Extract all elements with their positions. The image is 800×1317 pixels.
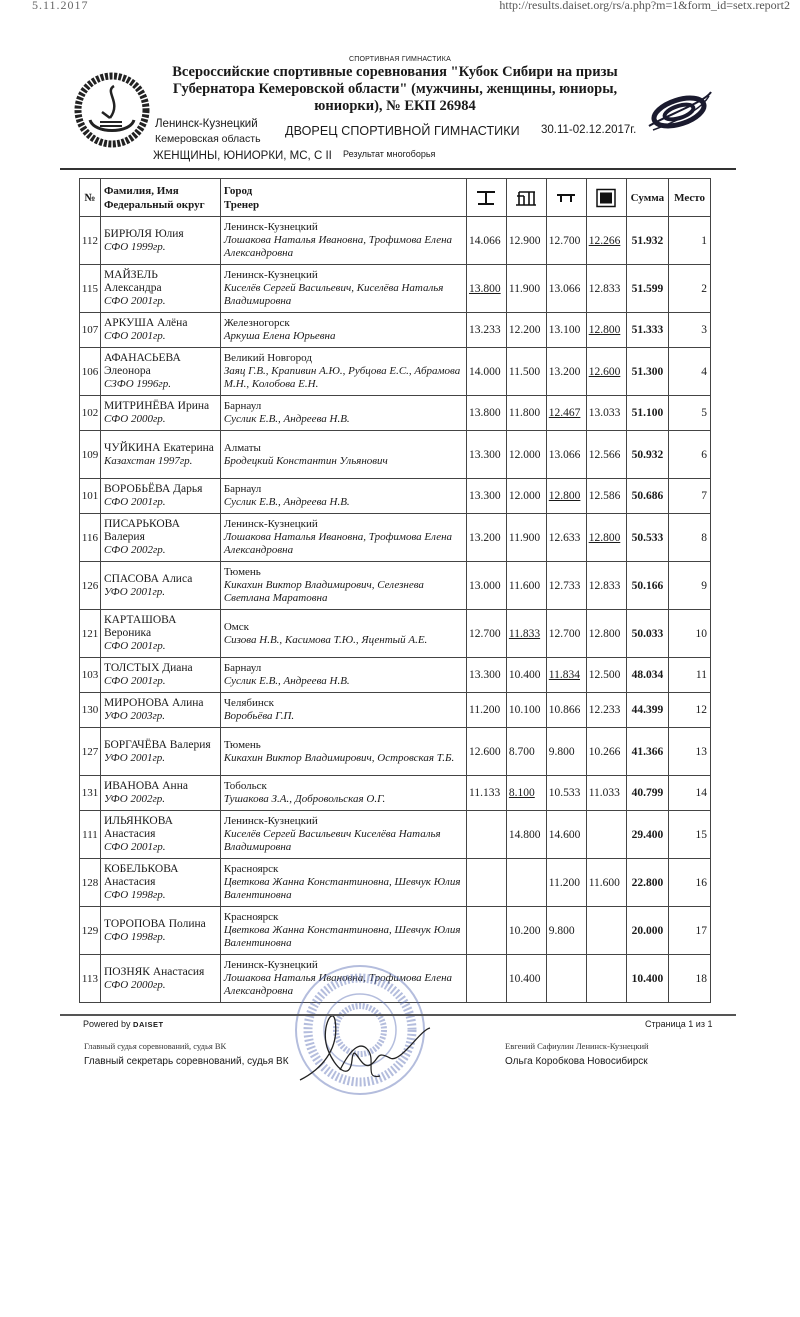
place: 17 xyxy=(669,907,711,955)
score-floor: 13.033 xyxy=(586,396,626,431)
athlete-number: 102 xyxy=(80,396,101,431)
athlete-region-year: СФО 2000гр. xyxy=(103,413,166,425)
athlete-region-year: СФО 2002гр. xyxy=(103,544,166,556)
athlete-coach: Суслик Е.В., Андреева Н.В. xyxy=(223,413,350,425)
host-location xyxy=(155,117,261,147)
col-number: № xyxy=(80,179,101,217)
score-total: 50.686 xyxy=(626,479,669,514)
table-row xyxy=(80,562,711,610)
table-row xyxy=(80,313,711,348)
athlete-coach: Аркуша Елена Юрьевна xyxy=(223,330,336,342)
athlete-coach: Сизова Н.В., Касимова Т.Ю., Яцентый А.Е. xyxy=(223,633,428,646)
score-beam: 13.066 xyxy=(546,265,586,313)
athlete-number: 128 xyxy=(80,859,101,907)
city-coach-cell xyxy=(220,859,466,907)
score-bars: 12.000 xyxy=(506,431,546,479)
table-row xyxy=(80,479,711,514)
col-city-coach: Город Тренер xyxy=(220,179,466,217)
athlete-coach: Воробьёва Г.П. xyxy=(223,710,295,722)
browser-print-header xyxy=(0,0,800,20)
score-floor: 12.800 xyxy=(586,313,626,348)
athlete-region-year: СФО 2001гр. xyxy=(103,640,166,652)
score-total: 20.000 xyxy=(626,907,669,955)
score-beam: 11.200 xyxy=(546,859,586,907)
daiset-brand: DAISET xyxy=(133,1020,164,1029)
score-total: 10.400 xyxy=(626,955,669,1003)
score-beam xyxy=(546,955,586,1003)
athlete-city: Ленинск-Кузнецкий xyxy=(223,815,318,827)
place: 8 xyxy=(669,514,711,562)
score-total: 51.333 xyxy=(626,313,669,348)
table-row xyxy=(80,396,711,431)
place: 9 xyxy=(669,562,711,610)
athlete-name-cell xyxy=(100,610,220,658)
score-beam: 10.866 xyxy=(546,693,586,728)
table-row xyxy=(80,265,711,313)
place: 11 xyxy=(669,658,711,693)
score-vault: 14.000 xyxy=(467,348,507,396)
score-beam: 9.800 xyxy=(546,728,586,776)
athlete-coach: Лошакова Наталья Ивановна, Трофимова Елена Александровна xyxy=(223,972,453,997)
athlete-number: 101 xyxy=(80,479,101,514)
athlete-region-year: УФО 2002гр. xyxy=(103,793,165,805)
floor-exercise-icon xyxy=(586,179,626,217)
score-vault: 11.133 xyxy=(467,776,507,811)
table-row xyxy=(80,514,711,562)
athlete-name-cell xyxy=(100,859,220,907)
venue: ДВОРЕЦ СПОРТИВНОЙ ГИМНАСТИКИ xyxy=(285,124,520,138)
city-coach-cell xyxy=(220,610,466,658)
table-row xyxy=(80,693,711,728)
athlete-name-cell xyxy=(100,811,220,859)
athlete-coach: Цветкова Жанна Константиновна, Шевчук Юлия Валентиновна xyxy=(223,924,461,949)
score-vault: 13.233 xyxy=(467,313,507,348)
athlete-name-cell xyxy=(100,693,220,728)
athlete-number: 121 xyxy=(80,610,101,658)
athlete-number: 129 xyxy=(80,907,101,955)
chief-secretary-label: Главный секретарь соревнований, судья ВК xyxy=(84,1056,289,1067)
score-total: 50.166 xyxy=(626,562,669,610)
athlete-coach: Суслик Е.В., Андреева Н.В. xyxy=(223,496,350,508)
score-total: 29.400 xyxy=(626,811,669,859)
score-total: 22.800 xyxy=(626,859,669,907)
athlete-coach: Киселёв Сергей Васильевич Киселёва Наталья Владимировна xyxy=(223,828,441,853)
score-bars: 11.600 xyxy=(506,562,546,610)
table-row xyxy=(80,431,711,479)
place: 4 xyxy=(669,348,711,396)
balance-beam-icon xyxy=(546,179,586,217)
athlete-coach: Киселёв Сергей Васильевич, Киселёва Наталья Владимировна xyxy=(223,282,444,307)
table-row xyxy=(80,776,711,811)
athlete-name: ТОЛСТЫХ Диана xyxy=(103,662,193,674)
score-bars: 10.400 xyxy=(506,955,546,1003)
athlete-region-year: СФО 2001гр. xyxy=(103,330,166,342)
score-bars xyxy=(506,859,546,907)
athlete-name: БИРЮЛЯ Юлия xyxy=(103,227,184,240)
athlete-region-year: УФО 2001гр. xyxy=(103,751,165,764)
score-bars: 10.100 xyxy=(506,693,546,728)
score-total: 50.932 xyxy=(626,431,669,479)
chief-judge-name: Евгений Сафиулин Ленинск-Кузнецкий xyxy=(505,1041,649,1051)
place: 12 xyxy=(669,693,711,728)
col-name: Фамилия, Имя Федеральный округ xyxy=(100,179,220,217)
athlete-region-year: УФО 2003гр. xyxy=(103,710,165,722)
score-floor: 12.233 xyxy=(586,693,626,728)
place: 5 xyxy=(669,396,711,431)
athlete-name: МАЙЗЕЛЬ Александра xyxy=(103,269,162,294)
score-total: 51.100 xyxy=(626,396,669,431)
score-total: 44.399 xyxy=(626,693,669,728)
athlete-number: 126 xyxy=(80,562,101,610)
result-type: Результат многоборья xyxy=(343,149,436,159)
score-floor: 12.833 xyxy=(586,265,626,313)
athlete-name: КАРТАШОВА Вероника xyxy=(103,614,177,639)
score-floor: 10.266 xyxy=(586,728,626,776)
athlete-name: БОРГАЧЁВА Валерия xyxy=(103,738,211,751)
city-coach-cell xyxy=(220,658,466,693)
athlete-city: Омск xyxy=(223,620,249,633)
table-row xyxy=(80,217,711,265)
athlete-city: Барнаул xyxy=(223,662,262,674)
athlete-name: АРКУША Алёна xyxy=(103,317,188,329)
score-beam: 12.467 xyxy=(546,396,586,431)
score-floor xyxy=(586,811,626,859)
score-beam: 13.100 xyxy=(546,313,586,348)
athlete-city: Барнаул xyxy=(223,400,262,412)
place: 16 xyxy=(669,859,711,907)
score-bars: 10.200 xyxy=(506,907,546,955)
score-vault: 13.800 xyxy=(467,396,507,431)
table-header-row xyxy=(80,179,711,217)
score-vault xyxy=(467,811,507,859)
athlete-city: Железногорск xyxy=(223,317,290,329)
score-beam: 14.600 xyxy=(546,811,586,859)
score-total: 48.034 xyxy=(626,658,669,693)
score-floor: 11.600 xyxy=(586,859,626,907)
score-total: 50.533 xyxy=(626,514,669,562)
score-bars: 12.000 xyxy=(506,479,546,514)
place: 15 xyxy=(669,811,711,859)
chief-secretary-name: Ольга Коробкова Новосибирск xyxy=(505,1056,648,1067)
host-city: Ленинск-Кузнецкий xyxy=(155,118,258,130)
place: 14 xyxy=(669,776,711,811)
athlete-city: Ленинск-Кузнецкий xyxy=(223,959,318,971)
competition-dates: 30.11-02.12.2017г. xyxy=(541,124,637,136)
athlete-region-year: СФО 2000гр. xyxy=(103,978,166,991)
athlete-name-cell xyxy=(100,396,220,431)
score-bars: 11.900 xyxy=(506,265,546,313)
score-vault xyxy=(467,907,507,955)
athlete-city: Красноярск xyxy=(223,863,279,875)
gymnastics-federation-logo-icon xyxy=(74,72,150,148)
table-row xyxy=(80,859,711,907)
athlete-city: Ленинск-Кузнецкий xyxy=(223,269,318,281)
table-row xyxy=(80,811,711,859)
city-coach-cell xyxy=(220,313,466,348)
table-row xyxy=(80,610,711,658)
athlete-name-cell xyxy=(100,348,220,396)
athlete-city: Тюмень xyxy=(223,566,261,578)
athlete-name: МИРОНОВА Алина xyxy=(103,697,204,709)
score-bars: 12.200 xyxy=(506,313,546,348)
score-vault: 11.200 xyxy=(467,693,507,728)
score-bars: 11.800 xyxy=(506,396,546,431)
score-total: 51.300 xyxy=(626,348,669,396)
athlete-name: ТОРОПОВА Полина xyxy=(103,917,206,930)
place: 2 xyxy=(669,265,711,313)
chief-judge-label: Главный судья соревнований, судья ВК xyxy=(84,1041,227,1051)
score-floor: 12.586 xyxy=(586,479,626,514)
score-total: 50.033 xyxy=(626,610,669,658)
athlete-region-year: СФО 1998гр. xyxy=(103,930,166,943)
score-vault: 12.600 xyxy=(467,728,507,776)
athlete-name: ЧУЙКИНА Екатерина xyxy=(103,441,214,454)
score-floor xyxy=(586,907,626,955)
city-coach-cell xyxy=(220,348,466,396)
score-floor: 12.566 xyxy=(586,431,626,479)
athlete-coach: Лошакова Наталья Ивановна, Трофимова Елена Александровна xyxy=(223,234,453,259)
daiset-swirl-logo-icon xyxy=(645,86,713,134)
score-vault: 13.300 xyxy=(467,658,507,693)
athlete-coach: Тушакова З.А., Добровольская О.Г. xyxy=(223,793,386,805)
city-coach-cell xyxy=(220,811,466,859)
city-coach-cell xyxy=(220,431,466,479)
athlete-number: 130 xyxy=(80,693,101,728)
athlete-number: 111 xyxy=(80,811,101,859)
score-bars: 8.100 xyxy=(506,776,546,811)
athlete-name: ИЛЬЯНКОВА Анастасия xyxy=(103,815,173,840)
page-number: Страница 1 из 1 xyxy=(645,1019,713,1029)
athlete-region-year: СЗФО 1996гр. xyxy=(103,378,171,390)
city-coach-cell xyxy=(220,217,466,265)
athlete-name-cell xyxy=(100,479,220,514)
score-beam: 12.800 xyxy=(546,479,586,514)
city-coach-cell xyxy=(220,514,466,562)
athlete-number: 113 xyxy=(80,955,101,1003)
city-coach-cell xyxy=(220,396,466,431)
place: 13 xyxy=(669,728,711,776)
athlete-name: ВОРОБЬЁВА Дарья xyxy=(103,483,203,495)
athlete-name-cell xyxy=(100,514,220,562)
athlete-name-cell xyxy=(100,955,220,1003)
athlete-coach: Лошакова Наталья Ивановна, Трофимова Елена Александровна xyxy=(223,531,453,556)
score-total: 41.366 xyxy=(626,728,669,776)
score-vault: 12.700 xyxy=(467,610,507,658)
place: 18 xyxy=(669,955,711,1003)
athlete-city: Тобольск xyxy=(223,780,267,792)
athlete-region-year: Казахстан 1997гр. xyxy=(103,454,193,467)
score-bars: 11.833 xyxy=(506,610,546,658)
score-bars: 10.400 xyxy=(506,658,546,693)
city-coach-cell xyxy=(220,693,466,728)
footer-divider xyxy=(60,1014,736,1016)
athlete-name-cell xyxy=(100,313,220,348)
table-row xyxy=(80,728,711,776)
score-vault: 13.200 xyxy=(467,514,507,562)
athlete-name: ПОЗНЯК Анастасия xyxy=(103,965,205,978)
col-place: Место xyxy=(669,179,711,217)
score-beam: 11.834 xyxy=(546,658,586,693)
athlete-name: ПИСАРЬКОВА Валерия xyxy=(103,518,180,543)
athlete-number: 127 xyxy=(80,728,101,776)
score-beam: 10.533 xyxy=(546,776,586,811)
score-beam: 9.800 xyxy=(546,907,586,955)
score-bars: 11.900 xyxy=(506,514,546,562)
athlete-coach: Кикахин Виктор Владимирович, Селезнева Светлана Маратовна xyxy=(223,579,424,604)
athlete-name-cell xyxy=(100,265,220,313)
score-floor xyxy=(586,955,626,1003)
place: 6 xyxy=(669,431,711,479)
score-vault: 14.066 xyxy=(467,217,507,265)
print-date: 5.11.2017 xyxy=(32,0,89,12)
athlete-number: 116 xyxy=(80,514,101,562)
athlete-city: Ленинск-Кузнецкий xyxy=(223,221,318,233)
score-vault: 13.800 xyxy=(467,265,507,313)
athlete-number: 115 xyxy=(80,265,101,313)
category: ЖЕНЩИНЫ, ЮНИОРКИ, МС, С II xyxy=(153,150,332,162)
score-floor: 12.800 xyxy=(586,610,626,658)
score-bars: 12.900 xyxy=(506,217,546,265)
score-vault: 13.000 xyxy=(467,562,507,610)
table-row xyxy=(80,348,711,396)
athlete-coach: Суслик Е.В., Андреева Н.В. xyxy=(223,675,350,687)
score-total: 40.799 xyxy=(626,776,669,811)
table-row xyxy=(80,658,711,693)
athlete-name-cell xyxy=(100,728,220,776)
athlete-city: Ленинск-Кузнецкий xyxy=(223,518,318,530)
athlete-city: Челябинск xyxy=(223,697,275,709)
athlete-number: 106 xyxy=(80,348,101,396)
athlete-region-year: СФО 1998гр. xyxy=(103,889,166,901)
score-beam: 13.066 xyxy=(546,431,586,479)
athlete-number: 109 xyxy=(80,431,101,479)
city-coach-cell xyxy=(220,562,466,610)
athlete-number: 103 xyxy=(80,658,101,693)
score-beam: 13.200 xyxy=(546,348,586,396)
table-row xyxy=(80,907,711,955)
host-region: Кемеровская область xyxy=(155,133,261,145)
city-coach-cell xyxy=(220,728,466,776)
athlete-coach: Цветкова Жанна Константиновна, Шевчук Юлия Валентиновна xyxy=(223,876,461,901)
score-vault: 13.300 xyxy=(467,479,507,514)
vault-icon xyxy=(467,179,507,217)
athlete-coach: Заяц Г.В., Крапивин А.Ю., Рубцова Е.С., Абрамова М.Н., Колобова Е.Н. xyxy=(223,365,461,390)
athlete-city: Тюмень xyxy=(223,738,261,751)
athlete-name: СПАСОВА Алиса xyxy=(103,572,193,585)
athlete-region-year: СФО 2001гр. xyxy=(103,496,166,508)
score-floor: 12.800 xyxy=(586,514,626,562)
powered-by: Powered by DAISET xyxy=(83,1019,164,1029)
score-floor: 12.833 xyxy=(586,562,626,610)
athlete-region-year: СФО 2001гр. xyxy=(103,295,166,307)
score-bars: 8.700 xyxy=(506,728,546,776)
athlete-coach: Кикахин Виктор Владимирович, Островская Т.Б. xyxy=(223,751,455,764)
city-coach-cell xyxy=(220,907,466,955)
athlete-number: 107 xyxy=(80,313,101,348)
competition-title: Всероссийские спортивные соревнования "Кубок Сибири на призы Губернатора Кемеровской области" (мужчины, женщины, юниоры, юниорки), № ЕКП 26984 xyxy=(172,64,618,114)
city-coach-cell xyxy=(220,776,466,811)
score-vault: 13.300 xyxy=(467,431,507,479)
place: 10 xyxy=(669,610,711,658)
athlete-name: КОБЕЛЬКОВА Анастасия xyxy=(103,863,179,888)
score-floor: 11.033 xyxy=(586,776,626,811)
athlete-region-year: СФО 2001гр. xyxy=(103,841,166,853)
score-beam: 12.700 xyxy=(546,217,586,265)
score-beam: 12.733 xyxy=(546,562,586,610)
sport-label: СПОРТИВНАЯ ГИМНАСТИКА xyxy=(349,56,451,63)
place: 3 xyxy=(669,313,711,348)
athlete-name-cell xyxy=(100,658,220,693)
athlete-number: 131 xyxy=(80,776,101,811)
athlete-region-year: СФО 2001гр. xyxy=(103,675,166,687)
col-sum: Сумма xyxy=(626,179,669,217)
score-floor: 12.500 xyxy=(586,658,626,693)
athlete-name: АФАНАСЬЕВА Элеонора xyxy=(103,352,181,377)
score-vault xyxy=(467,859,507,907)
place: 1 xyxy=(669,217,711,265)
athlete-name-cell xyxy=(100,776,220,811)
score-floor: 12.266 xyxy=(586,217,626,265)
score-total: 51.932 xyxy=(626,217,669,265)
score-bars: 14.800 xyxy=(506,811,546,859)
score-floor: 12.600 xyxy=(586,348,626,396)
athlete-name-cell xyxy=(100,562,220,610)
athlete-city: Красноярск xyxy=(223,911,279,923)
uneven-bars-icon xyxy=(506,179,546,217)
score-beam: 12.633 xyxy=(546,514,586,562)
print-url: http://results.daiset.org/rs/a.php?m=1&form_id=setx.report2 xyxy=(499,0,790,12)
athlete-coach: Бродецкий Константин Ульянович xyxy=(223,454,388,467)
athlete-region-year: УФО 2001гр. xyxy=(103,585,165,598)
athlete-name: МИТРИНЁВА Ирина xyxy=(103,400,210,412)
score-beam: 12.700 xyxy=(546,610,586,658)
results-body xyxy=(80,217,711,1003)
place: 7 xyxy=(669,479,711,514)
results-table xyxy=(79,178,711,1003)
signature-icon xyxy=(280,1010,440,1090)
athlete-city: Великий Новгород xyxy=(223,352,312,364)
city-coach-cell xyxy=(220,479,466,514)
athlete-name-cell xyxy=(100,217,220,265)
athlete-name: ИВАНОВА Анна xyxy=(103,780,188,792)
score-vault xyxy=(467,955,507,1003)
header-divider xyxy=(60,168,736,170)
athlete-name-cell xyxy=(100,431,220,479)
athlete-city: Барнаул xyxy=(223,483,262,495)
score-bars: 11.500 xyxy=(506,348,546,396)
athlete-region-year: СФО 1999гр. xyxy=(103,240,166,253)
score-total: 51.599 xyxy=(626,265,669,313)
athlete-city: Алматы xyxy=(223,441,261,454)
city-coach-cell xyxy=(220,265,466,313)
athlete-number: 112 xyxy=(80,217,101,265)
athlete-name-cell xyxy=(100,907,220,955)
